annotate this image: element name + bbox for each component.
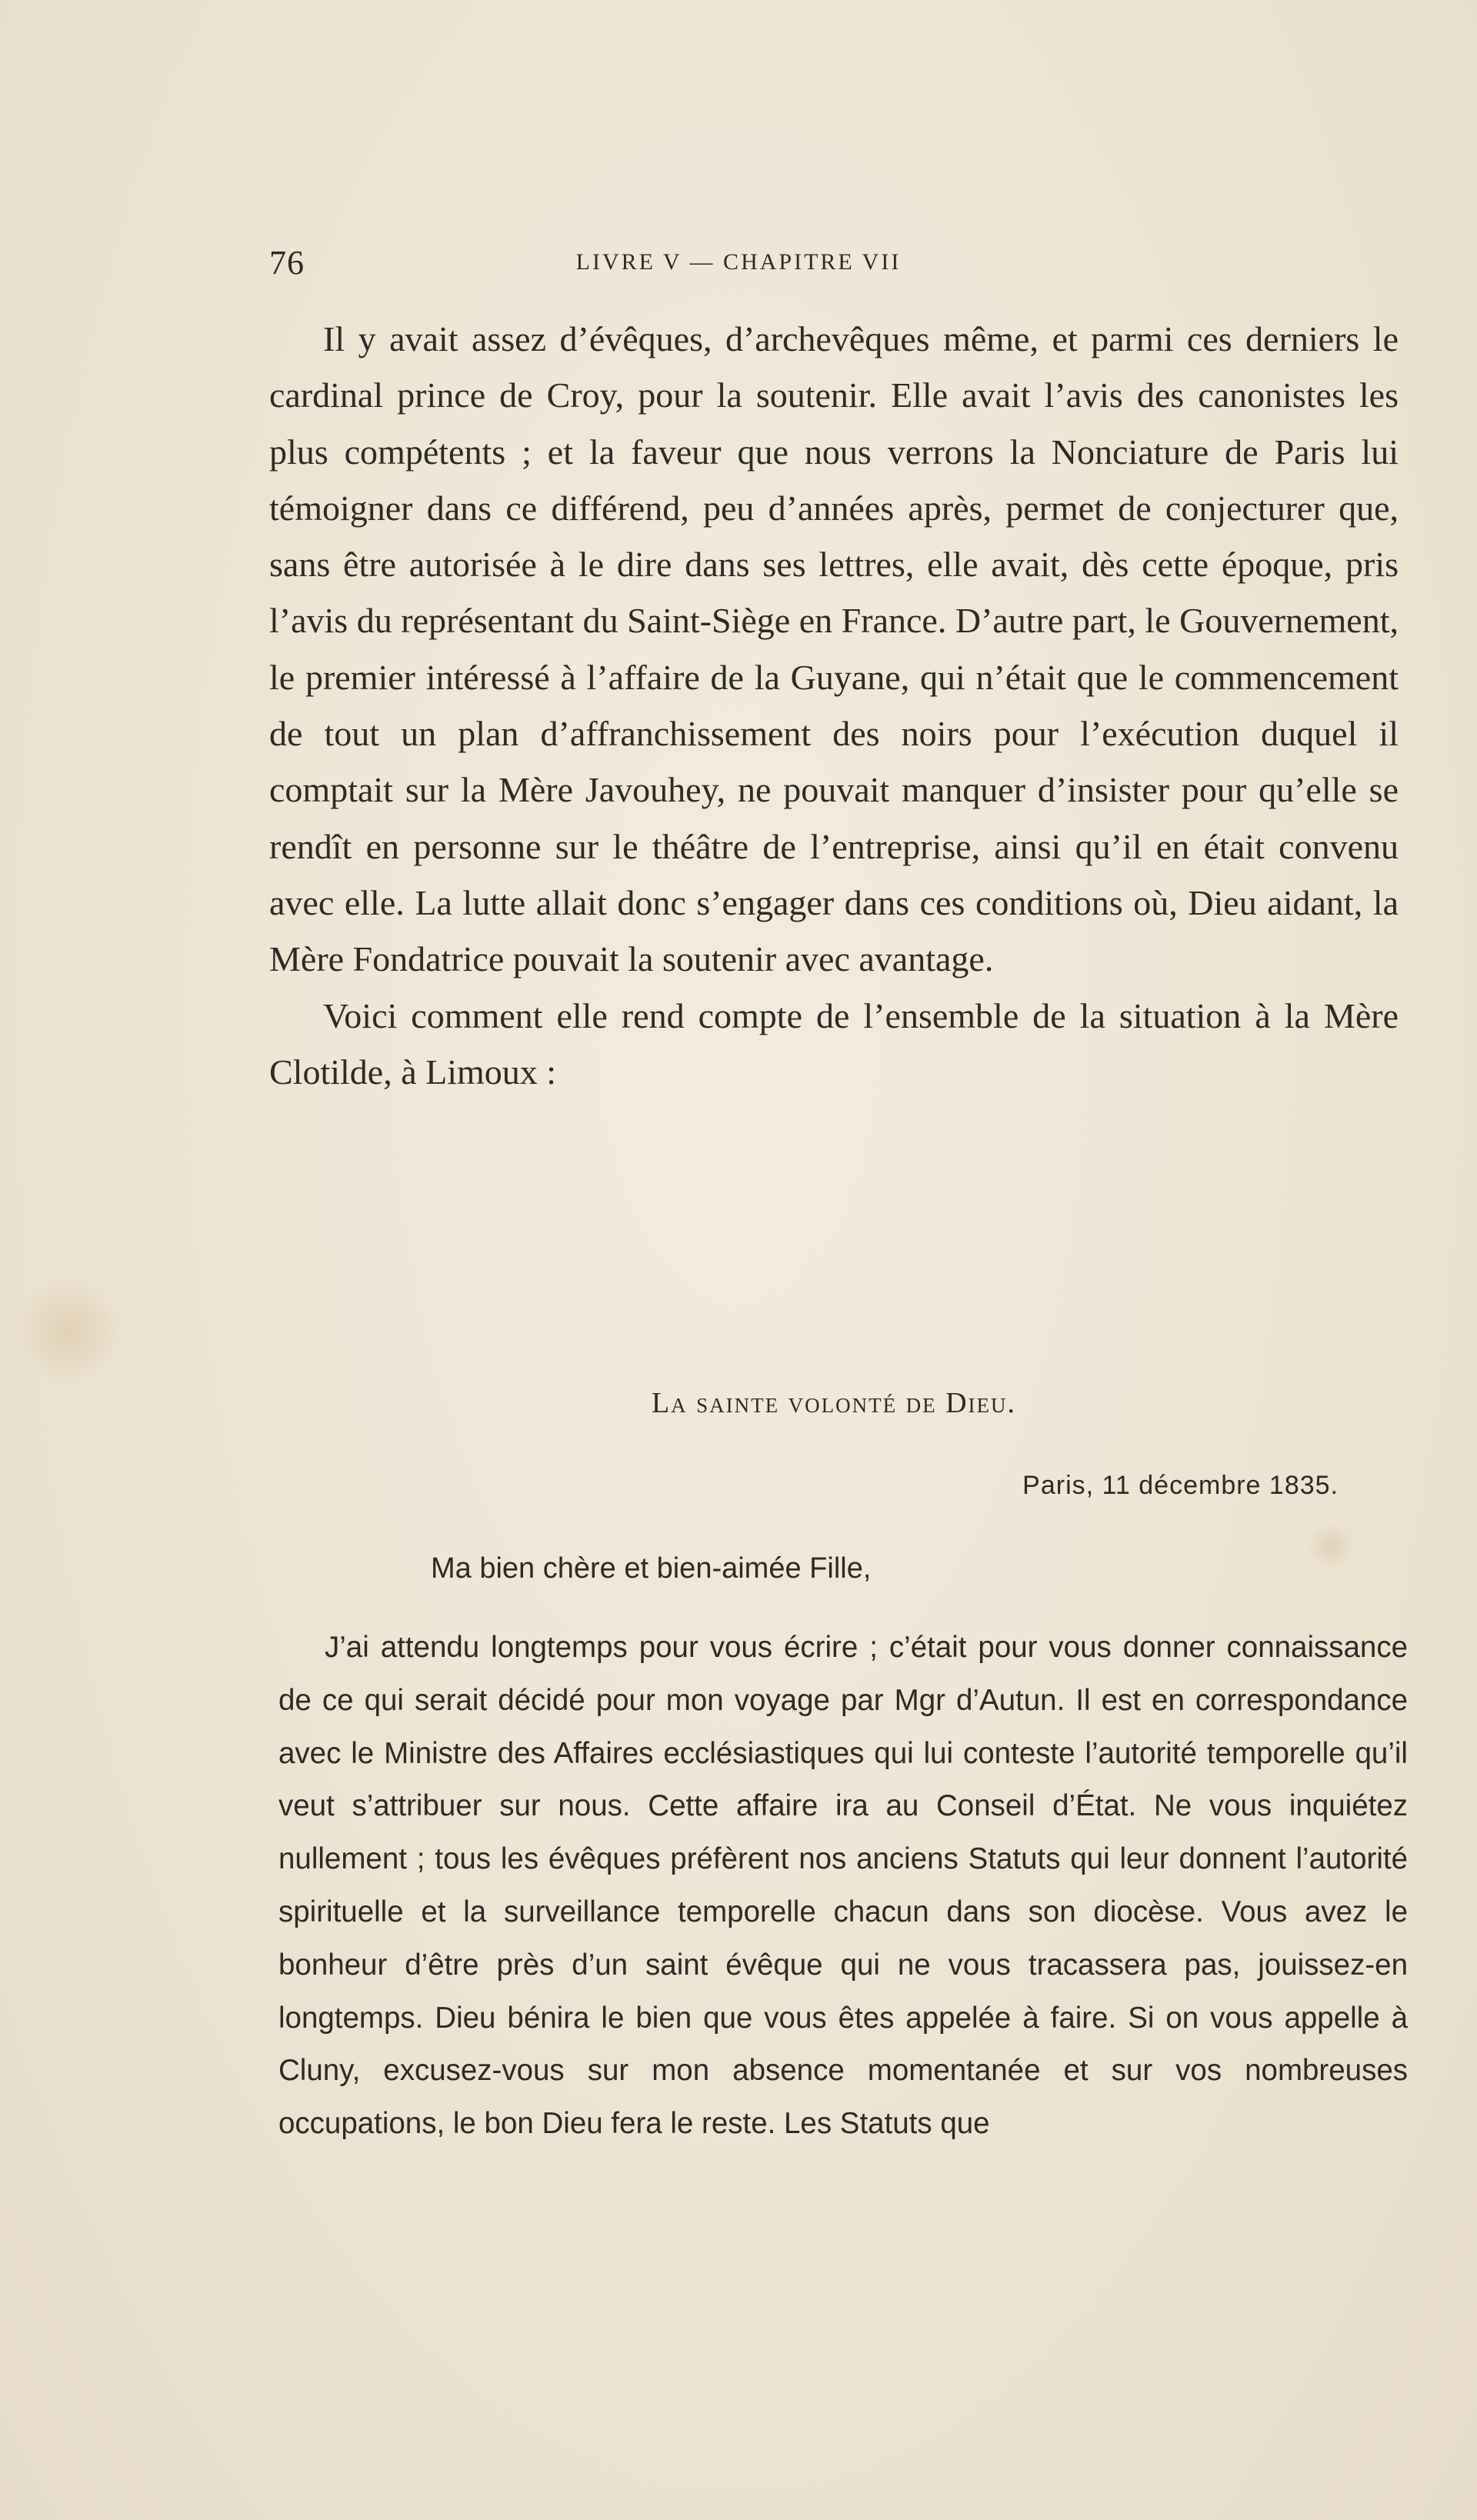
page-number: 76 [269,244,305,282]
paper-stain [1308,1523,1354,1569]
body-paragraph: Il y avait assez d’évêques, d’archevêques même, et parmi ces derniers le cardinal prince de Croy, pour la soutenir. Elle avait l’avis des canonistes les plus compétents ; et la faveur que nous verrons la Nonciature de Paris lui témoigner dans ce différend, peu d’années après, permet de conjecturer que, sans être autorisée à le dire dans ses lettres, elle avait, dès cette époque, pris l’avis du représentant du Saint-Siège en France. D’autre part, le Gouvernement, le premier intéressé à l’affaire de la Guyane, qui n’était que le commencement de tout un plan d’affranchissement des noirs pour l’exécution duquel il comptait sur la Mère Javouhey, ne pouvait manquer d’insister pour qu’elle se rendît en personne sur le théâtre de l’entreprise, ainsi qu’il en était convenu avec elle. La lutte allait donc s’engager dans ces conditions où, Dieu aidant, la Mère Fondatrice pouvait la soutenir avec avantage. [269,319,1399,979]
letter-paragraph: J’ai attendu longtemps pour vous écrire ; c’était pour vous donner connaissance de ce qui serait décidé pour mon voyage par Mgr d’Autun. Il est en correspondance avec le Ministre des Affaires ecclésiastiques qui lui conteste l’autorité temporelle qu’il veut s’attribuer sur nous. Cette affaire ira au Conseil d’État. Ne vous inquiétez nullement ; tous les évêques préfèrent nos anciens Statuts qui leur donnent l’autorité spirituelle et la surveillance temporelle chacun dans son diocèse. Vous avez le bonheur d’être près d’un saint évêque qui ne vous tracassera pas, jouissez-en longtemps. Dieu bénira le bien que vous êtes appelée à faire. Si on vous appelle à Cluny, excusez-vous sur mon absence momentanée et sur vos nombreuses occupations, le bon Dieu fera le reste. Les Statuts que [278,1631,1408,2141]
page-header [269,243,1408,289]
letter-heading: La sainte volonté de Dieu. [651,1387,1017,1419]
body-paragraph: Voici comment elle rend compte de l’ensemble de la situation à la Mère Clotilde, à Limoux : [269,995,1399,1092]
letter-dateline: Paris, 11 décembre 1835. [1022,1471,1339,1500]
paper-stain [15,1277,123,1385]
letter-text [278,1622,1408,2151]
running-head: LIVRE V — CHAPITRE VII [575,249,902,275]
body-text [269,311,1399,1100]
letter-greeting: Ma bien chère et bien-aimée Fille, [431,1552,872,1585]
